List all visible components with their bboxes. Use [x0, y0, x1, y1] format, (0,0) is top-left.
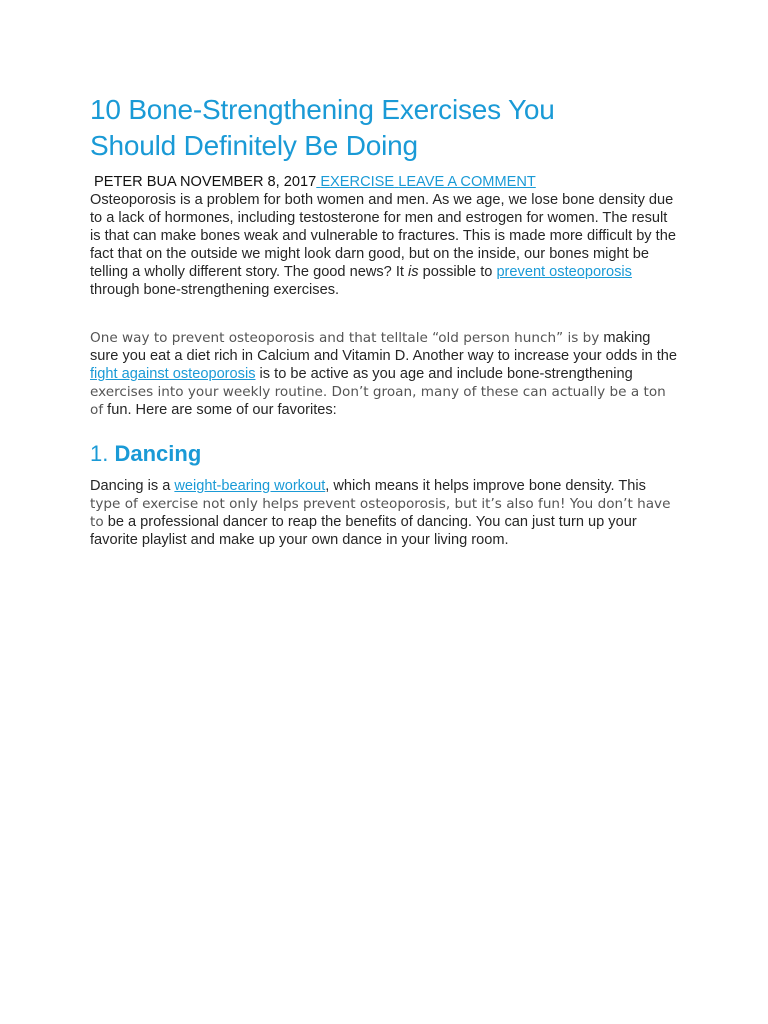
comment-link: LEAVE A COMMENT	[398, 174, 536, 190]
intro-paragraph: Osteoporosis is a problem for both women and men. As we age, we lose bone density due to a lack of hormones, including testosterone for men and estrogen for women. The result is that can make bones weak and vulnerable to fractures. This is made more difficult by the fact that on the outside we might look darn good, but on the inside, our bones might be telling a wholly different story. The good news? It is possible to prevent osteoporosis through bone-strengthening exercises.	[90, 192, 676, 298]
second-paragraph: One way to prevent osteoporosis and that telltale “old person hunch” is by making sure you eat a diet rich in Calcium and Vitamin D. Another way to increase your odds in the fight against osteoporosis is to be active as you age and include bone-strengthening exercises into your weekly routine. Don’t groan, many of these can actually be a ton of fun. Here are some of our favorites:	[90, 330, 678, 418]
weight-bearing-workout-link[interactable]: weight-bearing workout	[174, 478, 326, 494]
byline-author: PETER BUA	[94, 174, 176, 190]
section-title: Dancing	[114, 441, 202, 466]
section-number: 1.	[90, 441, 109, 466]
prevent-osteoporosis-link[interactable]: prevent osteoporosis	[496, 264, 632, 280]
byline	[90, 173, 680, 191]
article-title-line2: Should Definitely Be Doing	[90, 130, 418, 161]
fight-against-osteoporosis-link[interactable]: fight against osteoporosis	[90, 366, 256, 382]
article-title-line1: 10 Bone-Strengthening Exercises You	[90, 94, 555, 125]
article-title	[90, 92, 680, 164]
section-heading-dancing	[90, 440, 680, 468]
category-link[interactable]: EXERCISE LEAVE A COMMENT	[320, 174, 536, 190]
article	[90, 92, 680, 549]
dancing-paragraph: Dancing is a weight-bearing workout, which means it helps improve bone density. This type of exercise not only helps prevent osteoporosis, but it’s also fun! You don’t have to be a professional dancer to reap the benefits of dancing. You can just turn up your favorite playlist and make up your own dance in your living room.	[90, 478, 671, 548]
byline-date: NOVEMBER 8, 2017	[179, 174, 317, 190]
emphasis: is	[408, 264, 419, 280]
